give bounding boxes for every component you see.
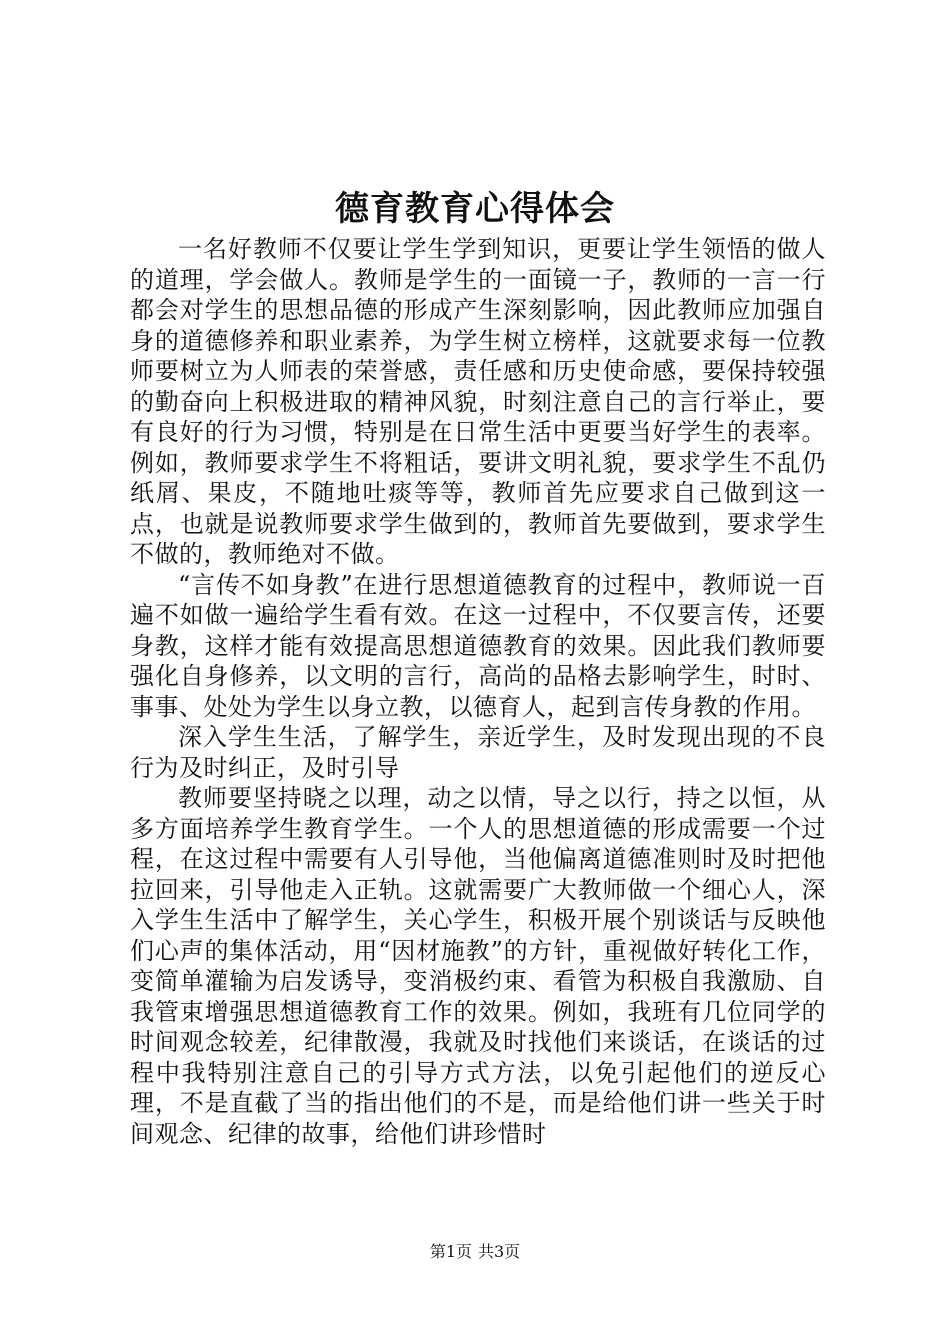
page-footer — [0, 1242, 950, 1262]
document-title: 德育教育心得体会 — [335, 189, 615, 229]
paragraph-2: “言传不如身教”在进行思想道德教育的过程中，教师说一百遍不如做一遍给学生看有效。在这一过程中，不仅要言传，还要身教，这样才能有效提高思想道德教育的效果。因此我们教师要强化自身修养，以文明的言行，高尚的品格去影响学生，时时、事事、处处为学生以身立教，以德育人，起到言传身教的作用。 — [130, 570, 826, 721]
page-number: 第1页 — [429, 1242, 472, 1261]
page-total: 共3页 — [478, 1242, 521, 1261]
paragraph-3: 深入学生生活，了解学生，亲近学生，及时发现出现的不良行为及时纠正，及时引导 — [130, 723, 826, 782]
document-body — [130, 234, 826, 1149]
paragraph-1: 一名好教师不仅要让学生学到知识，更要让学生领悟的做人的道理，学会做人。教师是学生的一面镜一子，教师的一言一行都会对学生的思想品德的形成产生深刻影响，因此教师应加强自身的道德修养和职业素养，为学生树立榜样，这就要求每一位教师要树立为人师表的荣誉感，责任感和历史使命感，要保持较强的勤奋向上积极进取的精神风貌，时刻注意自己的言行举止，要有良好的行为习惯，特别是在日常生活中更要当好学生的表率。例如，教师要求学生不将粗话，要讲文明礼貌，要求学生不乱仍纸屑、果皮，不随地吐痰等等，教师首先应要求自己做到这一点，也就是说教师要求学生做到的，教师首先要做到，要求学生不做的，教师绝对不做。 — [130, 235, 826, 568]
paragraph-4: 教师要坚持晓之以理，动之以情，导之以行，持之以恒，从多方面培养学生教育学生。一个人的思想道德的形成需要一个过程，在这过程中需要有人引导他，当他偏离道德准则时及时把他拉回来，引导他走入正轨。这就需要广大教师做一个细心人，深入学生生活中了解学生，关心学生，积极开展个别谈话与反映他们心声的集体活动，用“因材施教”的方针，重视做好转化工作，变简单灌输为启发诱导，变消极约束、看管为积极自我激励、自我管束增强思想道德教育工作的效果。例如，我班有几位同学的时间观念较差，纪律散漫，我就及时找他们来谈话，在谈话的过程中我特别注意自己的引导方式方法，以免引起他们的逆反心理，不是直截了当的指出他们的不是，而是给他们讲一些关于时间观念、纪律的故事，给他们讲珍惜时 — [130, 784, 826, 1148]
